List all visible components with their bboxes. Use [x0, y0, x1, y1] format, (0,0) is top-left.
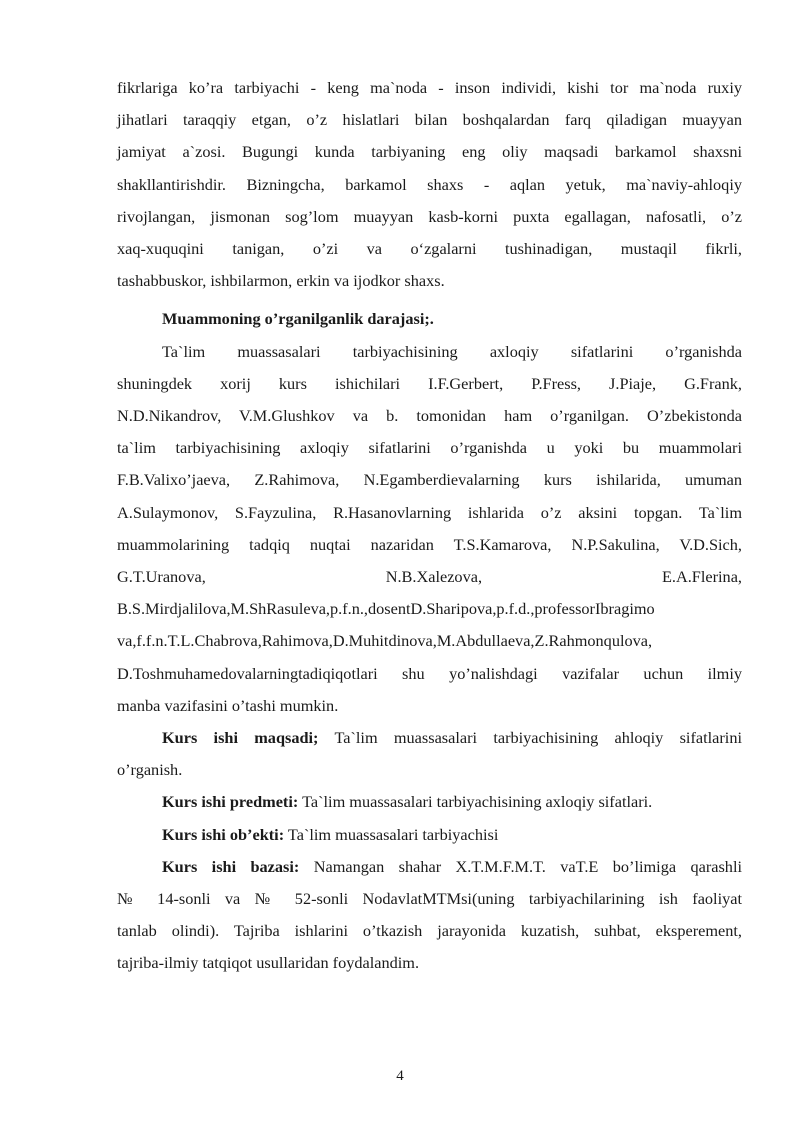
- text-line: G.T.Uranova, N.B.Xalezova, E.A.Flerina,: [117, 567, 742, 587]
- document-page: [117, 72, 742, 980]
- object-text: Ta`lim muassasalari tarbiyachisi: [284, 824, 499, 844]
- goal-label: Kurs ishi maqsadi;: [162, 728, 319, 748]
- paragraph-subject: [117, 786, 742, 818]
- subject-label: Kurs ishi predmeti:: [162, 792, 299, 812]
- text-line: D.Toshmuhamedovalarningtadiqiqotlari shu yo’nalishdagi vazifalar uchun ilmiy: [117, 663, 742, 683]
- text-line: shakllantirishdir. Bizningcha, barkamol shaxs - aqlan yetuk, ma`naviy-ahloqiy: [117, 174, 742, 194]
- text-line: tajriba-ilmiy tatqiqot usullaridan foydalandim.: [117, 953, 420, 973]
- text-line: rivojlangan, jismonan sog’lom muayyan kasb-korni puxta egallagan, nafosatli, o’z: [117, 206, 742, 226]
- subject-text: Ta`lim muassasalari tarbiyachisining axloqiy sifatlari.: [298, 792, 653, 812]
- text-line: jamiyat a`zosi. Bugungi kunda tarbiyaning eng oliy maqsadi barkamol shaxsni: [117, 142, 742, 162]
- text-line: Ta`lim muassasalari tarbiyachisining axloqiy sifatlarini o’rganishda: [162, 341, 742, 361]
- paragraph-goal: [117, 722, 742, 786]
- object-label: Kurs ishi ob’ekti:: [162, 824, 285, 844]
- text-line: [117, 722, 742, 754]
- paragraph-research-status: [117, 336, 742, 722]
- text-line: muammolarining tadqiq nuqtai nazaridan T.S.Kamarova, N.P.Sakulina, V.D.Sich,: [117, 534, 742, 554]
- goal-text: Ta`lim muassasalari tarbiyachisining ahloqiy sifatlarini: [318, 728, 742, 748]
- text-line: tanlab olindi). Tajriba ishlarini o’tkazish jarayonida kuzatish, suhbat, eksperement,: [117, 921, 742, 941]
- text-line: fikrlariga ko’ra tarbiyachi - keng ma`noda - inson individi, kishi tor ma`noda ruxiy: [117, 78, 742, 97]
- text-line: shuningdek xorij kurs ishichilari I.F.Gerbert, P.Fress, J.Piaje, G.Frank,: [117, 373, 742, 393]
- text-line: o’rganish.: [117, 760, 183, 780]
- section-heading: Muammoning o’rganilganlik darajasi;.: [162, 309, 434, 329]
- text-line: ta`lim tarbiyachisining axloqiy sifatlarini o’rganishda u yoki bu muammolari: [117, 438, 742, 458]
- text-line: xaq-xuquqini tanigan, o’zi va o‘zgalarni tushinadigan, mustaqil fikrli,: [117, 239, 742, 259]
- paragraph-object: [117, 819, 742, 851]
- text-line: A.Sulaymonov, S.Fayzulina, R.Hasanovlarning ishlarida o’z aksini topgan. Ta`lim: [117, 502, 742, 522]
- text-line: va,f.f.n.T.L.Chabrova,Rahimova,D.Muhitdinova,M.Abdullaeva,Z.Rahmonqulova,: [117, 631, 653, 651]
- text-line: № 14-sonli va № 52-sonli NodavlatMTMsi(uning tarbiyachilarining ish faoliyat: [117, 889, 742, 909]
- text-line: B.S.Mirdjalilova,M.ShRasuleva,p.f.n.,dosentD.Sharipova,p.f.d.,professorIbragimo: [117, 599, 655, 619]
- text-line: jihatlari taraqqiy etgan, o’z hislatlari bilan boshqalardan farq qiladigan muayyan: [117, 110, 742, 130]
- text-line: [117, 851, 742, 883]
- base-label: Kurs ishi bazasi:: [162, 856, 300, 876]
- page-number: 4: [396, 1068, 404, 1084]
- text-line: tashabbuskor, ishbilarmon, erkin va ijodkor shaxs.: [117, 271, 445, 291]
- text-line: F.B.Valixo’jaeva, Z.Rahimova, N.Egamberdievalarning kurs ishilarida, umuman: [117, 470, 742, 490]
- paragraph-base: [117, 851, 742, 980]
- paragraph-ideal-person: [117, 72, 742, 297]
- base-text: Namangan shahar X.T.M.F.M.T. vaT.E bo’limiga qarashli: [299, 856, 742, 876]
- text-line: manba vazifasini o’tashi mumkin.: [117, 695, 339, 715]
- text-line: N.D.Nikandrov, V.M.Glushkov va b. tomonidan ham o’rganilgan. O’zbekistonda: [117, 406, 742, 426]
